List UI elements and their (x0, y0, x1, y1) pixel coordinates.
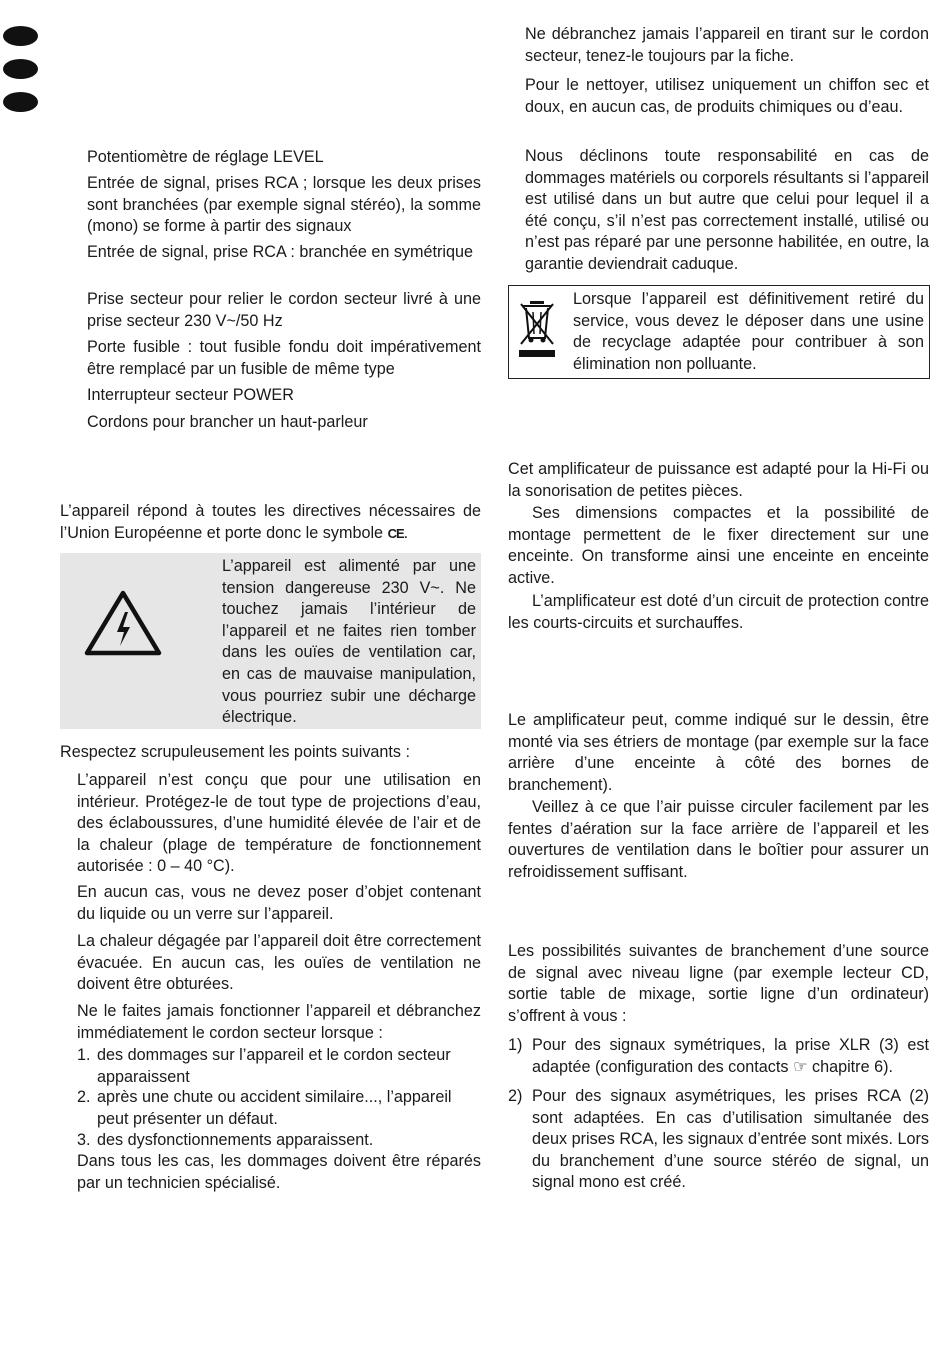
connection-intro: Les possibilités suivantes de branchement d’une source de signal avec niveau ligne (par exemple lecteur CD, sortie table de mixage, sortie ligne d’un ordinateur) s’offrent à vous : (508, 942, 929, 1025)
safety-point: L’appareil n’est conçu que pour une utilisation en intérieur. Protégez-le de tout type de projections d’eau, des éclaboussures, d’une humidité élevée de l’air et de la chaleur (plage de température de fonctionnement autorisée : 0 – 40 °C). (77, 771, 481, 876)
control-item: Potentiomètre de réglage LEVEL (87, 148, 324, 166)
list-text: Pour des signaux asymétriques, les prises RCA (2) sont adaptées. En cas d’utilisation simultanée des deux prises RCA, les signaux d’entrée sont mixés. Lors du branchement d’une source stéréo de signal, un signal mono est créé. (532, 1087, 929, 1192)
safety-point: La chaleur dégagée par l’appareil doit être correctement évacuée. En aucun cas, les ouïes de ventilation ne doivent être obturées. (77, 932, 481, 994)
ce-mark-icon: CE (387, 525, 404, 541)
list-number: 2. (77, 1088, 91, 1106)
language-tab-marker-1 (3, 26, 38, 46)
safety-point: Ne débranchez jamais l’appareil en tirant sur le cordon secteur, tenez-le toujours par la fiche. (525, 25, 929, 65)
safety-point: Nous déclinons toute responsabilité en cas de dommages matériels ou corporels résultants si l’appareil est utilisé dans un but autre que celui pour lequel il a été conçu, s’il n’est pas correctement installé, utilisé ou n’est pas réparé par une personne habilitée, en outre, la garantie deviendrait caduque. (525, 147, 929, 273)
language-tab-marker-3 (3, 92, 38, 112)
safety-point: En aucun cas, vous ne devez poser d’objet contenant du liquide ou un verre sur l’appareil. (77, 883, 481, 923)
list-text: après une chute ou accident similaire..., l’appareil peut présenter un défaut. (97, 1088, 452, 1128)
list-item (77, 1087, 481, 1130)
list-item (508, 1086, 929, 1194)
ce-text: L’appareil répond à toutes les directives nécessaires de l’Union Européenne et porte donc le symbole (60, 502, 481, 542)
safety-point: Pour le nettoyer, utilisez uniquement un chiffon sec et doux, en aucun cas, de produits chimiques ou d’eau. (525, 76, 929, 116)
control-item: Prise secteur pour relier le cordon secteur livré à une prise secteur 230 V~/50 Hz (87, 290, 481, 330)
repair-text: Dans tous les cas, les dommages doivent être réparés par un technicien spécialisé. (77, 1152, 481, 1192)
application-paragraph: L’amplificateur est doté d’un circuit de protection contre les courts-circuits et surchauffes. (508, 592, 929, 632)
crossed-out-bin-icon (517, 298, 557, 360)
list-number: 1) (508, 1036, 523, 1054)
list-text: Pour des signaux symétriques, la prise XLR (3) est adaptée (configuration des contacts ☞ chapitre 6). (532, 1036, 929, 1076)
control-item: Interrupteur secteur POWER (87, 386, 294, 404)
respect-intro: Respectez scrupuleusement les points suivants : (60, 743, 411, 761)
list-number: 3. (77, 1131, 91, 1149)
high-voltage-warning-icon (84, 590, 162, 656)
ce-conformity-text: L’appareil répond à toutes les directives nécessaires de l’Union Européenne et porte donc le symbole CE. (60, 502, 481, 542)
mounting-paragraph: Veillez à ce que l’air puisse circuler facilement par les fentes d’aération sur la face arrière de l’appareil et les ouvertures de ventilation dans le boîtier pour assurer un refroidissement suffisant. (508, 798, 929, 881)
control-item: Entrée de signal, prises RCA ; lorsque les deux prises sont branchées (par exemple signal stéréo), la somme (mono) se forme à partir des signaux (87, 174, 481, 236)
list-number: 1. (77, 1046, 91, 1064)
mounting-paragraph: Le amplificateur peut, comme indiqué sur le dessin, être monté via ses étriers de montage (par exemple sur la face arrière d’une enceinte à côté des bornes de branchement). (508, 711, 929, 794)
safety-point: Ne le faites jamais fonctionner l’appareil et débranchez immédiatement le cordon secteur lorsque : (77, 1002, 481, 1042)
list-text: des dysfonctionnements apparaissent. (97, 1131, 374, 1149)
language-tab-marker-2 (3, 59, 38, 79)
control-item: Porte fusible : tout fusible fondu doit impérativement être remplacé par un fusible de même type (87, 338, 481, 378)
list-item (77, 1045, 481, 1088)
electric-shock-warning-box (60, 553, 481, 729)
application-paragraph: Cet amplificateur de puissance est adapté pour la Hi-Fi ou la sonorisation de petites pièces. (508, 460, 929, 500)
control-item: Entrée de signal, prise RCA : branchée en symétrique (87, 243, 474, 261)
warning-text: L’appareil est alimenté par une tension dangereuse 230 V~. Ne touchez jamais l’intérieur de l’appareil et ne faites rien tomber dans les ouïes de ventilation car, en cas de mauvaise manipulation, vous pourriez subir une décharge électrique. (222, 557, 476, 727)
control-item: Cordons pour brancher un haut-parleur (87, 413, 368, 431)
weee-disposal-box (508, 285, 930, 379)
list-item (77, 1130, 481, 1152)
list-number: 2) (508, 1087, 523, 1105)
list-text: des dommages sur l’appareil et le cordon secteur apparaissent (97, 1046, 451, 1086)
weee-text: Lorsque l’appareil est définitivement retiré du service, vous devez le déposer dans une usine de recyclage adaptée pour contribuer à son élimination non polluante. (573, 290, 924, 373)
application-paragraph: Ses dimensions compactes et la possibilité de montage permettent de le fixer directement sur une enceinte. On transforme ainsi une enceinte en enceinte active. (508, 504, 929, 587)
list-item (508, 1035, 929, 1078)
